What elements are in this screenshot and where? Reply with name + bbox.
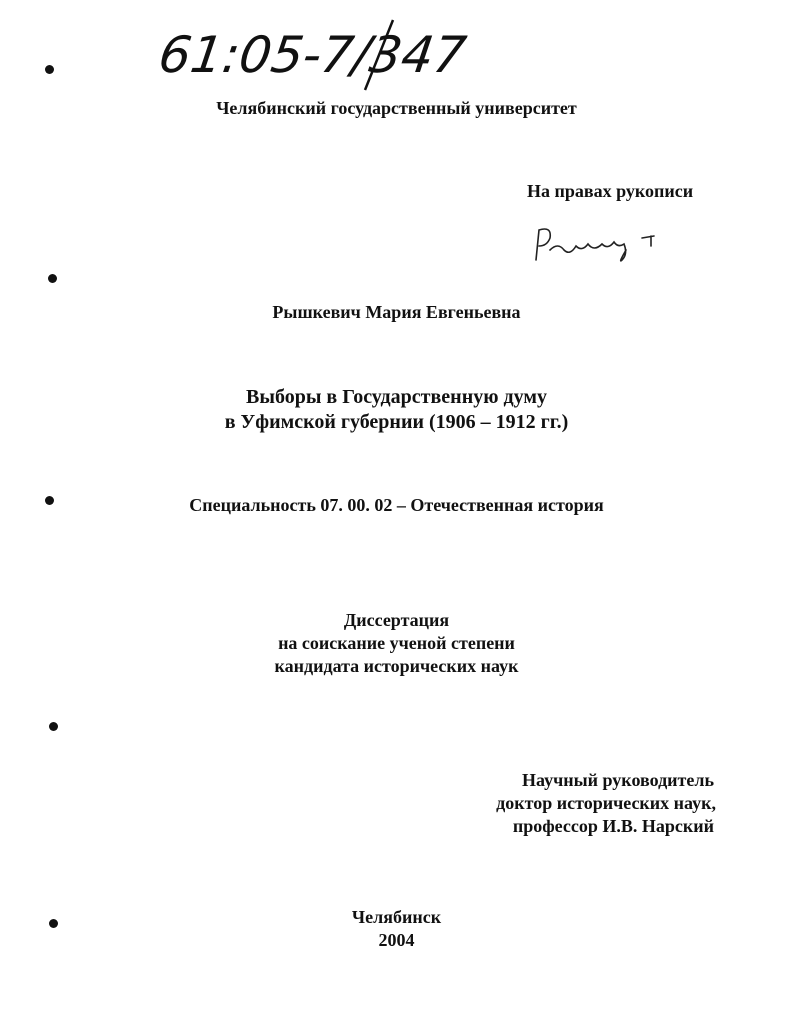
thesis-title-line-1: Выборы в Государственную думу (246, 386, 547, 408)
dissertation-line-3: кандидата исторических наук (274, 656, 519, 676)
supervisor-line-2: доктор исторических наук, (496, 793, 716, 813)
supervisor-line-3: профессор И.В. Нарский (512, 816, 714, 836)
specialty: Специальность 07. 00. 02 – Отечественная история (189, 495, 604, 515)
signature (530, 220, 670, 268)
thesis-title-line-2: в Уфимской губернии (1906 – 1912 гг.) (224, 411, 569, 433)
binding-hole-4 (49, 722, 58, 731)
binding-hole-2 (48, 274, 57, 283)
supervisor-line-1: Научный руководитель (522, 770, 714, 790)
handwritten-archive-number (160, 14, 490, 94)
dissertation-line-2: на соискание ученой степени (278, 633, 515, 653)
binding-hole-1 (45, 65, 54, 74)
author-name: Рышкевич Мария Евгеньевна (272, 302, 521, 322)
year: 2004 (378, 930, 415, 950)
archive-number-text: 61:05-7/347 (160, 25, 470, 84)
city: Челябинск (351, 907, 442, 927)
manuscript-note: На правах рукописи (527, 181, 694, 201)
dissertation-line-1: Диссертация (343, 610, 450, 630)
university-name: Челябинский государственный университет (216, 98, 577, 118)
